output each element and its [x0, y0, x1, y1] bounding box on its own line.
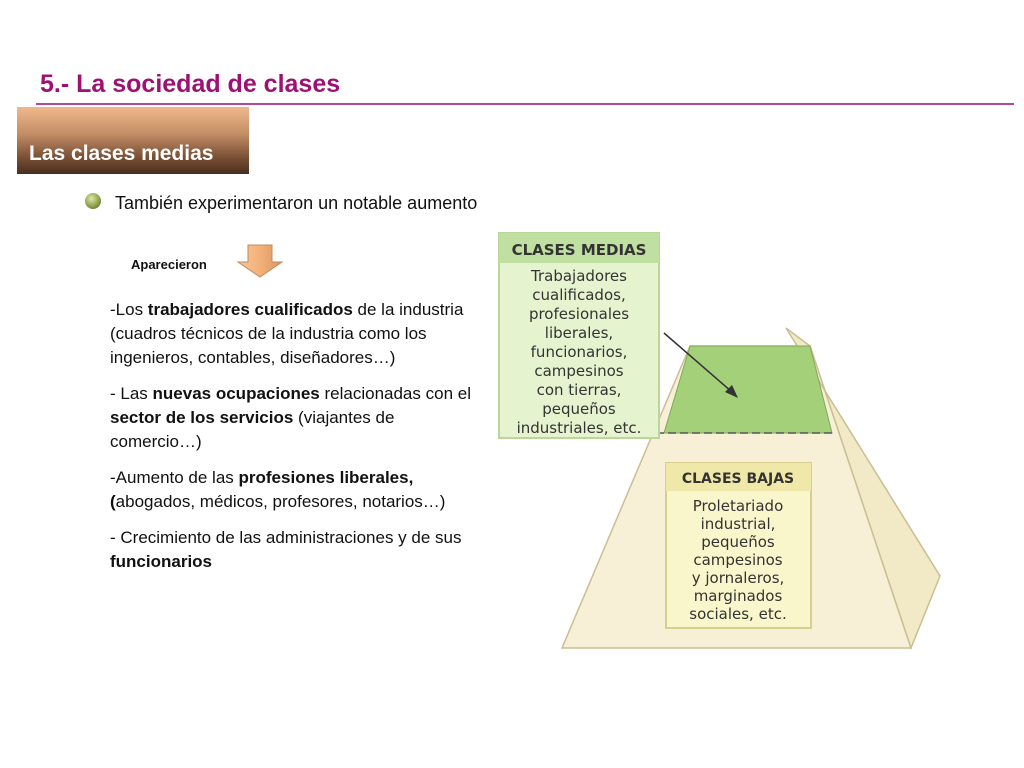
section-tab — [17, 107, 249, 174]
bajas_box-line: campesinos — [693, 551, 783, 569]
paragraph-4 — [110, 526, 480, 574]
bajas_box-line: y jornaleros, — [691, 569, 785, 587]
paragraph-run: de la industria (cuadros técnicos de la industria como los ingenieros, contables, diseñadores…) — [110, 300, 464, 367]
paragraph-run: sector de los servicios — [110, 408, 294, 427]
medias_box-line: industriales, etc. — [516, 419, 642, 437]
class-pyramid-figure — [496, 228, 956, 660]
paragraph-run: funcionarios — [110, 552, 213, 571]
paragraph-1 — [110, 298, 480, 370]
medias_box-line: liberales, — [544, 324, 614, 342]
paragraph-run: - Las — [110, 384, 153, 403]
paragraph-run: profesiones liberales, ( — [110, 468, 414, 511]
slide-title: 5.- La sociedad de clases — [40, 70, 341, 98]
medias_box-line: pequeños — [542, 400, 616, 418]
medias_box-line: campesinos — [534, 362, 624, 380]
paragraph-2 — [110, 382, 480, 454]
paragraph-run: nuevas ocupaciones — [152, 384, 320, 403]
down-arrow-icon — [236, 244, 284, 278]
medias_box-line: profesionales — [528, 305, 630, 323]
bullet-text: También experimentaron un notable aumento — [115, 193, 478, 213]
bajas_box-line: marginados — [693, 587, 783, 605]
paragraph-run: trabajadores cualificados — [147, 300, 353, 319]
medias_box-line: con tierras, — [536, 381, 622, 399]
bajas_box-line: industrial, — [700, 515, 776, 533]
bullet-icon — [85, 193, 101, 209]
bajas_box-line: pequeños — [701, 533, 775, 551]
paragraph-3 — [110, 466, 480, 514]
bajas-heading: CLASES BAJAS — [681, 471, 795, 487]
paragraph-run: relacionadas con el — [319, 384, 471, 403]
text-block — [110, 298, 480, 586]
appeared-label: Aparecieron — [131, 257, 207, 272]
paragraph-run: (viajantes de comercio…) — [110, 408, 395, 451]
paragraph-run: abogados, médicos, profesores, notarios…) — [115, 492, 446, 511]
medias_box-line: Trabajadores — [531, 267, 627, 285]
paragraph-run: -Los — [110, 300, 148, 319]
paragraph-run: -Aumento de las — [110, 468, 239, 487]
bajas_box-line: Proletariado — [692, 497, 784, 515]
medias_box-line: cualificados, — [532, 286, 626, 304]
bajas_box-line: sociales, etc. — [689, 605, 787, 623]
title-underline — [36, 103, 1014, 105]
medias_box-line: funcionarios, — [530, 343, 628, 361]
paragraph-run: - Crecimiento de las administraciones y de sus — [110, 528, 462, 547]
medias-heading: CLASES MEDIAS — [511, 241, 647, 259]
pyramid-top-section — [664, 346, 832, 433]
section-tab-label: Las clases medias — [29, 142, 214, 165]
